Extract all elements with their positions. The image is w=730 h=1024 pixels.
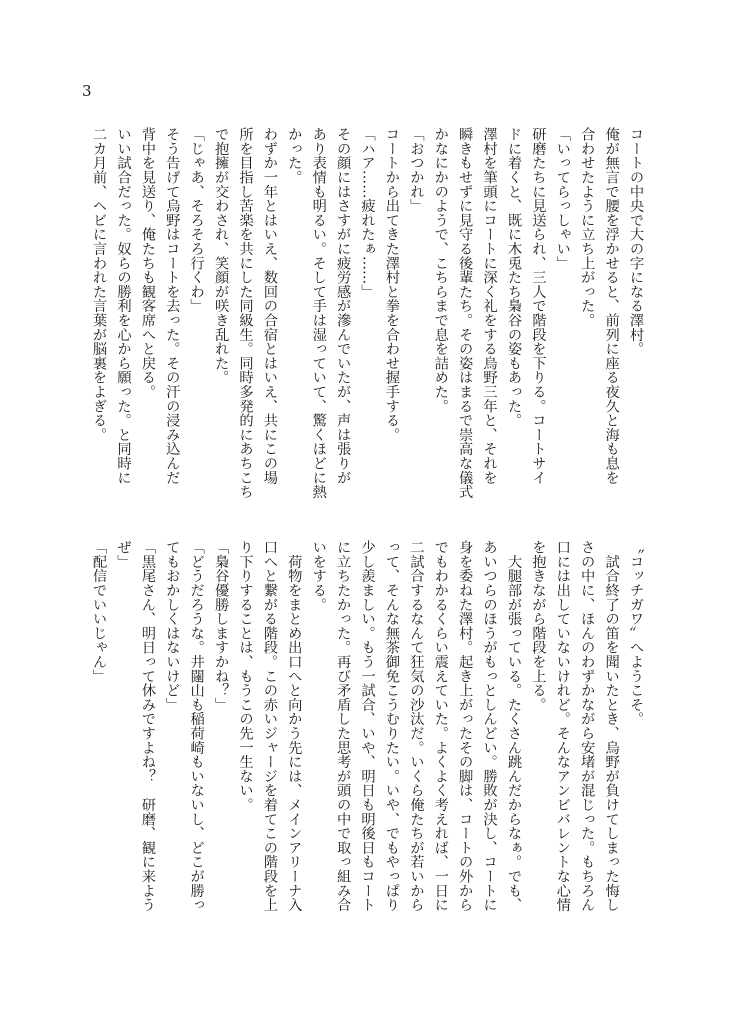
text-line: り下りすることは、もうこの先一生ない。 [237,540,254,812]
text-line: ぜ」 [115,540,132,569]
text-line: 「おつかれ」 [408,127,425,213]
text-line: って、そんな無茶御免こうむりたい。いや、でもやっぱり [383,540,400,912]
text-line: 「じゃあ、そろそろ行くわ」 [188,127,205,313]
text-line: 「配信でいいじゃん」 [91,540,108,683]
text-line: かなにかのようで、こちらまで息を詰めた。 [432,127,449,413]
text-line: 大腿部が張っている。たくさん跳んだからなぁ。でも、 [505,540,522,912]
text-line: ドに着くと、既に木兎たち梟谷の姿もあった。 [505,127,522,428]
text-line: 瞬きもせずに見守る後輩たち。その姿はまるで崇高な儀式 [457,127,474,499]
text-line: あり表情も明るい。そして手は湿っていて、驚くほどに熱 [310,127,327,499]
text-line: 二カ月前、ヘビに言われた言葉が脳裏をよぎる。 [91,127,108,442]
text-line: 「いってらっしゃい」 [554,127,571,270]
text-line: 合わせたように立ち上がった。 [579,127,596,328]
text-line: 所を目指し苦楽を共にした同級生。同時多発的にあちこち [237,127,254,499]
text-line: コートから出てきた澤村と拳を合わせ握手する。 [383,127,400,442]
text-line: 試合終了の笛を聞いたとき、烏野が負けてしまった悔し [603,540,620,912]
text-line: いをする。 [310,540,327,612]
text-line: 口には出していないけれど。そんなアンビバレントな心情 [554,540,571,912]
text-line: 「黒尾さん、明日って休みですよね？ 研磨、観に来よう [139,540,156,912]
text-block-top [86,127,648,502]
text-line: 〝コッチガワ〟へようこそ。 [628,540,644,726]
text-line: 荷物をまとめ出口へと向かう先には、メインアリーナ入 [286,540,303,912]
text-line: 「梟谷優勝しますかね？」 [213,540,230,712]
text-block-bottom [86,540,648,930]
text-line: でもわかるくらい震えていた。よくよく考えれば、一日に [432,540,449,912]
text-line: さの中に、ほんのわずかながら安堵が混じった。もちろん [579,540,596,912]
page-number: 3 [82,82,92,100]
text-line: 「ハア……疲れたぁ……」 [359,127,376,299]
text-line: 澤村を筆頭にコートに深く礼をする烏野三年と、それを [481,127,498,485]
text-line: かった。 [286,127,303,185]
text-line: 口へと繋がる階段。この赤いジャージを着てこの階段を上 [261,540,278,912]
text-line: その顔にはさすがに疲労感が滲んでいたが、声は張りが [335,127,352,485]
text-line: で抱擁が交わされ、笑顔が咲き乱れた。 [213,127,230,385]
text-line: 二試合するなんて狂気の沙汰だ。いくら俺たちが若いから [408,540,425,912]
text-line: 研磨たちに見送られ、三人で階段を下りる。コートサイ [530,127,547,485]
text-line: いい試合だった。奴らの勝利を心から願った。と同時に [115,127,132,485]
text-line: を抱きながら階段を上る。 [530,540,547,712]
text-line: に立ちたかった。再び矛盾した思考が頭の中で取っ組み合 [335,540,352,912]
text-line: 俺が無言で腰を浮かせると、前列に座る夜久と海も息を [603,127,620,485]
text-line: わずか一年とはいえ、数回の合宿とはいえ、共にこの場 [261,127,278,485]
text-line: 背中を見送り、俺たちも観客席へと戻る。 [139,127,156,399]
text-line: コートの中央で大の字になる澤村。 [628,127,644,356]
text-line: あいつらのほうがもっとしんどい。勝敗が決し、コートに [481,540,498,912]
text-line: てもおかしくはないけど」 [164,540,181,712]
text-line: そう告げて烏野はコートを去った。その汗の浸み込んだ [164,127,181,485]
text-line: 少し羨ましい。もう一試合、いや、明日も明後日もコート [359,540,376,912]
text-line: 身を委ねた澤村。起き上がったその脚は、コートの外から [457,540,474,912]
text-line: 「どうだろうな。井闥山も稲荷崎もいないし、どこが勝っ [188,540,205,912]
